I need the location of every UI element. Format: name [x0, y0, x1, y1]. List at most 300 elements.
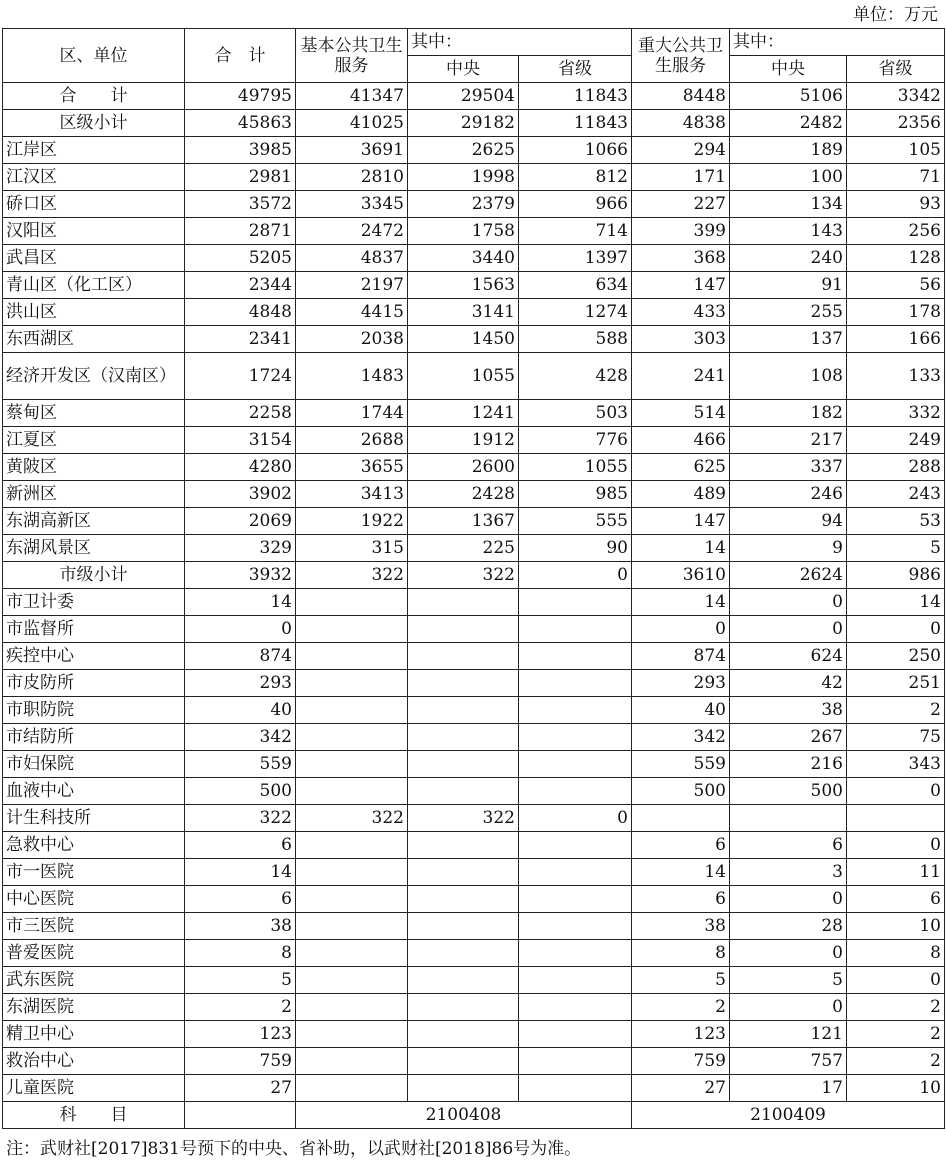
major-provincial-cell: 56	[847, 272, 945, 299]
basic-cell: 2038	[296, 326, 408, 353]
row-name-cell: 市妇保院	[3, 751, 185, 778]
basic-cell: 41347	[296, 83, 408, 110]
row-name-cell: 市一医院	[3, 859, 185, 886]
basic-cell: 1922	[296, 508, 408, 535]
major-central-cell: 0	[730, 616, 847, 643]
header-row-1	[3, 29, 945, 56]
basic-provincial-cell: 11843	[519, 83, 632, 110]
row-name-cell: 血液中心	[3, 778, 185, 805]
subject-major-code: 2100409	[632, 1102, 945, 1129]
basic-cell	[296, 697, 408, 724]
row-name-cell: 青山区（化工区）	[3, 272, 185, 299]
major-provincial-cell: 249	[847, 427, 945, 454]
basic-cell	[296, 670, 408, 697]
table-row	[3, 110, 945, 137]
basic-provincial-cell: 714	[519, 218, 632, 245]
row-name-cell: 市级小计	[3, 562, 185, 589]
total-cell: 123	[185, 1021, 296, 1048]
table-row	[3, 427, 945, 454]
basic-central-cell: 1055	[408, 353, 519, 400]
total-cell: 3985	[185, 137, 296, 164]
subject-label: 科 目	[3, 1102, 185, 1129]
major-central-cell: 0	[730, 994, 847, 1021]
basic-cell	[296, 859, 408, 886]
basic-cell	[296, 886, 408, 913]
row-name-cell: 精卫中心	[3, 1021, 185, 1048]
basic-central-cell	[408, 967, 519, 994]
major-cell: 399	[632, 218, 730, 245]
basic-central-cell: 1241	[408, 400, 519, 427]
basic-provincial-cell	[519, 724, 632, 751]
header-major-provincial: 省级	[847, 56, 945, 83]
basic-central-cell	[408, 886, 519, 913]
major-cell: 489	[632, 481, 730, 508]
total-cell: 500	[185, 778, 296, 805]
total-cell: 5205	[185, 245, 296, 272]
header-total: 合 计	[185, 29, 296, 83]
basic-central-cell: 225	[408, 535, 519, 562]
row-name-cell: 市职防院	[3, 697, 185, 724]
total-cell: 2258	[185, 400, 296, 427]
total-cell: 2871	[185, 218, 296, 245]
major-provincial-cell: 288	[847, 454, 945, 481]
row-name-cell: 江汉区	[3, 164, 185, 191]
basic-provincial-cell	[519, 940, 632, 967]
major-central-cell: 0	[730, 589, 847, 616]
basic-cell	[296, 940, 408, 967]
basic-provincial-cell: 503	[519, 400, 632, 427]
basic-cell: 3413	[296, 481, 408, 508]
row-name-cell: 救治中心	[3, 1048, 185, 1075]
total-cell: 38	[185, 913, 296, 940]
basic-provincial-cell	[519, 1048, 632, 1075]
basic-provincial-cell	[519, 643, 632, 670]
table-row	[3, 724, 945, 751]
basic-central-cell	[408, 724, 519, 751]
major-cell: 559	[632, 751, 730, 778]
major-cell: 123	[632, 1021, 730, 1048]
major-cell: 8	[632, 940, 730, 967]
major-provincial-cell: 343	[847, 751, 945, 778]
major-cell: 14	[632, 859, 730, 886]
basic-provincial-cell: 0	[519, 805, 632, 832]
header-basic-central: 中央	[408, 56, 519, 83]
basic-central-cell: 29504	[408, 83, 519, 110]
total-cell: 2069	[185, 508, 296, 535]
row-name-cell: 市皮防所	[3, 670, 185, 697]
row-name-cell: 东西湖区	[3, 326, 185, 353]
major-central-cell: 217	[730, 427, 847, 454]
basic-central-cell: 2625	[408, 137, 519, 164]
total-cell: 2341	[185, 326, 296, 353]
major-cell: 500	[632, 778, 730, 805]
major-central-cell: 6	[730, 832, 847, 859]
table-row	[3, 886, 945, 913]
major-cell: 294	[632, 137, 730, 164]
major-central-cell: 28	[730, 913, 847, 940]
table-row	[3, 670, 945, 697]
major-cell: 433	[632, 299, 730, 326]
major-provincial-cell: 2	[847, 1048, 945, 1075]
major-provincial-cell: 93	[847, 191, 945, 218]
total-cell: 14	[185, 859, 296, 886]
table-row	[3, 353, 945, 400]
basic-cell: 3655	[296, 454, 408, 481]
row-name-cell: 计生科技所	[3, 805, 185, 832]
major-cell: 759	[632, 1048, 730, 1075]
table-row	[3, 778, 945, 805]
table-row	[3, 245, 945, 272]
total-cell: 6	[185, 832, 296, 859]
major-provincial-cell: 128	[847, 245, 945, 272]
basic-provincial-cell	[519, 670, 632, 697]
major-cell: 14	[632, 535, 730, 562]
major-central-cell: 9	[730, 535, 847, 562]
major-cell: 368	[632, 245, 730, 272]
table-row	[3, 137, 945, 164]
major-provincial-cell: 251	[847, 670, 945, 697]
major-central-cell: 42	[730, 670, 847, 697]
major-cell: 147	[632, 272, 730, 299]
basic-central-cell: 3141	[408, 299, 519, 326]
total-cell: 329	[185, 535, 296, 562]
major-provincial-cell: 2	[847, 697, 945, 724]
total-cell: 3154	[185, 427, 296, 454]
table-row	[3, 562, 945, 589]
basic-cell	[296, 913, 408, 940]
major-cell: 0	[632, 616, 730, 643]
basic-central-cell: 2379	[408, 191, 519, 218]
basic-provincial-cell: 0	[519, 562, 632, 589]
basic-cell	[296, 724, 408, 751]
basic-central-cell	[408, 1048, 519, 1075]
basic-central-cell	[408, 940, 519, 967]
total-cell: 759	[185, 1048, 296, 1075]
major-provincial-cell: 0	[847, 616, 945, 643]
basic-cell: 322	[296, 562, 408, 589]
total-cell: 874	[185, 643, 296, 670]
total-cell: 8	[185, 940, 296, 967]
header-major-service: 重大公共卫生服务	[632, 29, 730, 83]
basic-provincial-cell	[519, 832, 632, 859]
basic-central-cell	[408, 643, 519, 670]
row-name-cell: 洪山区	[3, 299, 185, 326]
major-central-cell: 255	[730, 299, 847, 326]
major-cell: 27	[632, 1075, 730, 1102]
major-provincial-cell: 10	[847, 1075, 945, 1102]
table-row	[3, 643, 945, 670]
basic-provincial-cell: 1274	[519, 299, 632, 326]
row-name-cell: 江岸区	[3, 137, 185, 164]
basic-cell: 2472	[296, 218, 408, 245]
row-name-cell: 新洲区	[3, 481, 185, 508]
header-basic-provincial: 省级	[519, 56, 632, 83]
basic-cell	[296, 616, 408, 643]
basic-cell: 3345	[296, 191, 408, 218]
major-central-cell: 189	[730, 137, 847, 164]
row-name-cell: 市结防所	[3, 724, 185, 751]
basic-cell	[296, 1021, 408, 1048]
basic-provincial-cell	[519, 751, 632, 778]
total-cell: 2981	[185, 164, 296, 191]
major-provincial-cell: 14	[847, 589, 945, 616]
table-row	[3, 994, 945, 1021]
basic-central-cell: 1367	[408, 508, 519, 535]
basic-provincial-cell: 428	[519, 353, 632, 400]
major-central-cell: 5	[730, 967, 847, 994]
major-provincial-cell: 332	[847, 400, 945, 427]
header-major-central: 中央	[730, 56, 847, 83]
unit-label: 单位：万元	[853, 5, 938, 25]
basic-cell	[296, 643, 408, 670]
major-central-cell: 17	[730, 1075, 847, 1102]
basic-provincial-cell	[519, 589, 632, 616]
basic-provincial-cell: 985	[519, 481, 632, 508]
major-central-cell: 94	[730, 508, 847, 535]
basic-central-cell	[408, 589, 519, 616]
basic-cell	[296, 1048, 408, 1075]
row-name-cell: 东湖高新区	[3, 508, 185, 535]
table-row	[3, 1048, 945, 1075]
major-provincial-cell: 166	[847, 326, 945, 353]
basic-central-cell	[408, 616, 519, 643]
major-cell: 6	[632, 886, 730, 913]
table-row	[3, 535, 945, 562]
major-central-cell: 182	[730, 400, 847, 427]
basic-cell: 4415	[296, 299, 408, 326]
row-name-cell: 东湖医院	[3, 994, 185, 1021]
major-central-cell: 624	[730, 643, 847, 670]
major-provincial-cell: 256	[847, 218, 945, 245]
basic-provincial-cell: 634	[519, 272, 632, 299]
table-row	[3, 299, 945, 326]
major-provincial-cell: 71	[847, 164, 945, 191]
major-cell: 40	[632, 697, 730, 724]
major-provincial-cell: 2	[847, 994, 945, 1021]
major-provincial-cell: 75	[847, 724, 945, 751]
basic-central-cell	[408, 1075, 519, 1102]
major-central-cell: 0	[730, 886, 847, 913]
major-cell: 466	[632, 427, 730, 454]
row-name-cell: 中心医院	[3, 886, 185, 913]
basic-central-cell: 1998	[408, 164, 519, 191]
total-cell: 4280	[185, 454, 296, 481]
basic-cell: 2197	[296, 272, 408, 299]
basic-provincial-cell: 555	[519, 508, 632, 535]
basic-cell: 315	[296, 535, 408, 562]
major-provincial-cell: 2356	[847, 110, 945, 137]
row-name-cell: 合 计	[3, 83, 185, 110]
total-cell: 3902	[185, 481, 296, 508]
total-cell: 49795	[185, 83, 296, 110]
major-cell: 8448	[632, 83, 730, 110]
major-central-cell: 38	[730, 697, 847, 724]
total-cell: 40	[185, 697, 296, 724]
subject-row	[3, 1102, 945, 1129]
table-row	[3, 1075, 945, 1102]
basic-cell	[296, 994, 408, 1021]
major-provincial-cell: 243	[847, 481, 945, 508]
basic-provincial-cell	[519, 1075, 632, 1102]
basic-central-cell	[408, 778, 519, 805]
basic-provincial-cell: 966	[519, 191, 632, 218]
row-name-cell: 江夏区	[3, 427, 185, 454]
major-central-cell: 246	[730, 481, 847, 508]
table-row	[3, 913, 945, 940]
basic-provincial-cell	[519, 859, 632, 886]
basic-cell	[296, 589, 408, 616]
basic-central-cell	[408, 751, 519, 778]
basic-provincial-cell: 11843	[519, 110, 632, 137]
major-central-cell: 216	[730, 751, 847, 778]
major-central-cell: 267	[730, 724, 847, 751]
row-name-cell: 武东医院	[3, 967, 185, 994]
major-cell: 625	[632, 454, 730, 481]
basic-central-cell	[408, 913, 519, 940]
basic-provincial-cell	[519, 1021, 632, 1048]
row-name-cell: 普爱医院	[3, 940, 185, 967]
basic-cell	[296, 967, 408, 994]
major-central-cell: 100	[730, 164, 847, 191]
major-central-cell: 121	[730, 1021, 847, 1048]
major-central-cell: 757	[730, 1048, 847, 1075]
major-provincial-cell: 8	[847, 940, 945, 967]
basic-central-cell: 1758	[408, 218, 519, 245]
major-central-cell	[730, 805, 847, 832]
major-cell: 303	[632, 326, 730, 353]
major-cell: 38	[632, 913, 730, 940]
total-cell: 6	[185, 886, 296, 913]
subject-total-cell	[185, 1102, 296, 1129]
header-basic-of-which: 其中：	[408, 29, 632, 56]
table-row	[3, 940, 945, 967]
major-provincial-cell: 0	[847, 832, 945, 859]
basic-central-cell	[408, 832, 519, 859]
total-cell: 342	[185, 724, 296, 751]
total-cell: 322	[185, 805, 296, 832]
row-name-cell: 市卫计委	[3, 589, 185, 616]
basic-central-cell	[408, 994, 519, 1021]
table-row	[3, 272, 945, 299]
major-cell: 5	[632, 967, 730, 994]
table-row	[3, 83, 945, 110]
major-cell: 342	[632, 724, 730, 751]
table-row	[3, 326, 945, 353]
basic-provincial-cell: 812	[519, 164, 632, 191]
table-row	[3, 616, 945, 643]
basic-provincial-cell: 588	[519, 326, 632, 353]
basic-provincial-cell	[519, 616, 632, 643]
major-cell: 514	[632, 400, 730, 427]
table-row	[3, 832, 945, 859]
major-cell: 14	[632, 589, 730, 616]
basic-cell: 41025	[296, 110, 408, 137]
table-row	[3, 1021, 945, 1048]
table-row	[3, 191, 945, 218]
basic-cell: 2688	[296, 427, 408, 454]
major-provincial-cell: 2	[847, 1021, 945, 1048]
basic-cell	[296, 778, 408, 805]
header-major-of-which: 其中：	[730, 29, 945, 56]
table-row	[3, 805, 945, 832]
basic-provincial-cell	[519, 778, 632, 805]
table-row	[3, 697, 945, 724]
major-central-cell: 337	[730, 454, 847, 481]
major-provincial-cell: 0	[847, 967, 945, 994]
total-cell: 2344	[185, 272, 296, 299]
major-central-cell: 91	[730, 272, 847, 299]
major-cell	[632, 805, 730, 832]
basic-central-cell	[408, 697, 519, 724]
basic-central-cell	[408, 670, 519, 697]
total-cell: 2	[185, 994, 296, 1021]
header-basic-service: 基本公共卫生服务	[296, 29, 408, 83]
basic-central-cell: 322	[408, 562, 519, 589]
basic-provincial-cell	[519, 697, 632, 724]
total-cell: 3932	[185, 562, 296, 589]
basic-provincial-cell	[519, 967, 632, 994]
major-central-cell: 2624	[730, 562, 847, 589]
total-cell: 45863	[185, 110, 296, 137]
major-cell: 227	[632, 191, 730, 218]
major-central-cell: 500	[730, 778, 847, 805]
major-central-cell: 108	[730, 353, 847, 400]
row-name-cell: 市三医院	[3, 913, 185, 940]
major-provincial-cell: 53	[847, 508, 945, 535]
table-row	[3, 164, 945, 191]
major-cell: 241	[632, 353, 730, 400]
table-row	[3, 400, 945, 427]
table-row	[3, 589, 945, 616]
basic-cell	[296, 832, 408, 859]
major-cell: 147	[632, 508, 730, 535]
major-cell: 293	[632, 670, 730, 697]
basic-cell: 1744	[296, 400, 408, 427]
major-central-cell: 3	[730, 859, 847, 886]
basic-cell	[296, 751, 408, 778]
major-central-cell: 2482	[730, 110, 847, 137]
basic-provincial-cell: 776	[519, 427, 632, 454]
basic-provincial-cell	[519, 913, 632, 940]
table-row	[3, 508, 945, 535]
table-row	[3, 751, 945, 778]
basic-cell: 3691	[296, 137, 408, 164]
major-central-cell: 240	[730, 245, 847, 272]
basic-cell: 2810	[296, 164, 408, 191]
table-row	[3, 967, 945, 994]
footnote: 注：武财社[2017]831号预下的中央、省补助，以武财社[2018]86号为准。	[6, 1139, 582, 1159]
major-provincial-cell: 250	[847, 643, 945, 670]
basic-provincial-cell: 1066	[519, 137, 632, 164]
major-provincial-cell: 10	[847, 913, 945, 940]
basic-central-cell: 322	[408, 805, 519, 832]
basic-provincial-cell: 1397	[519, 245, 632, 272]
row-name-cell: 东湖风景区	[3, 535, 185, 562]
major-cell: 4838	[632, 110, 730, 137]
total-cell: 293	[185, 670, 296, 697]
major-provincial-cell: 178	[847, 299, 945, 326]
row-name-cell: 经济开发区（汉南区）	[3, 353, 185, 400]
major-cell: 874	[632, 643, 730, 670]
table-row	[3, 481, 945, 508]
basic-cell: 322	[296, 805, 408, 832]
total-cell: 1724	[185, 353, 296, 400]
basic-provincial-cell: 1055	[519, 454, 632, 481]
basic-central-cell	[408, 859, 519, 886]
basic-provincial-cell	[519, 886, 632, 913]
major-cell: 171	[632, 164, 730, 191]
row-name-cell: 儿童医院	[3, 1075, 185, 1102]
